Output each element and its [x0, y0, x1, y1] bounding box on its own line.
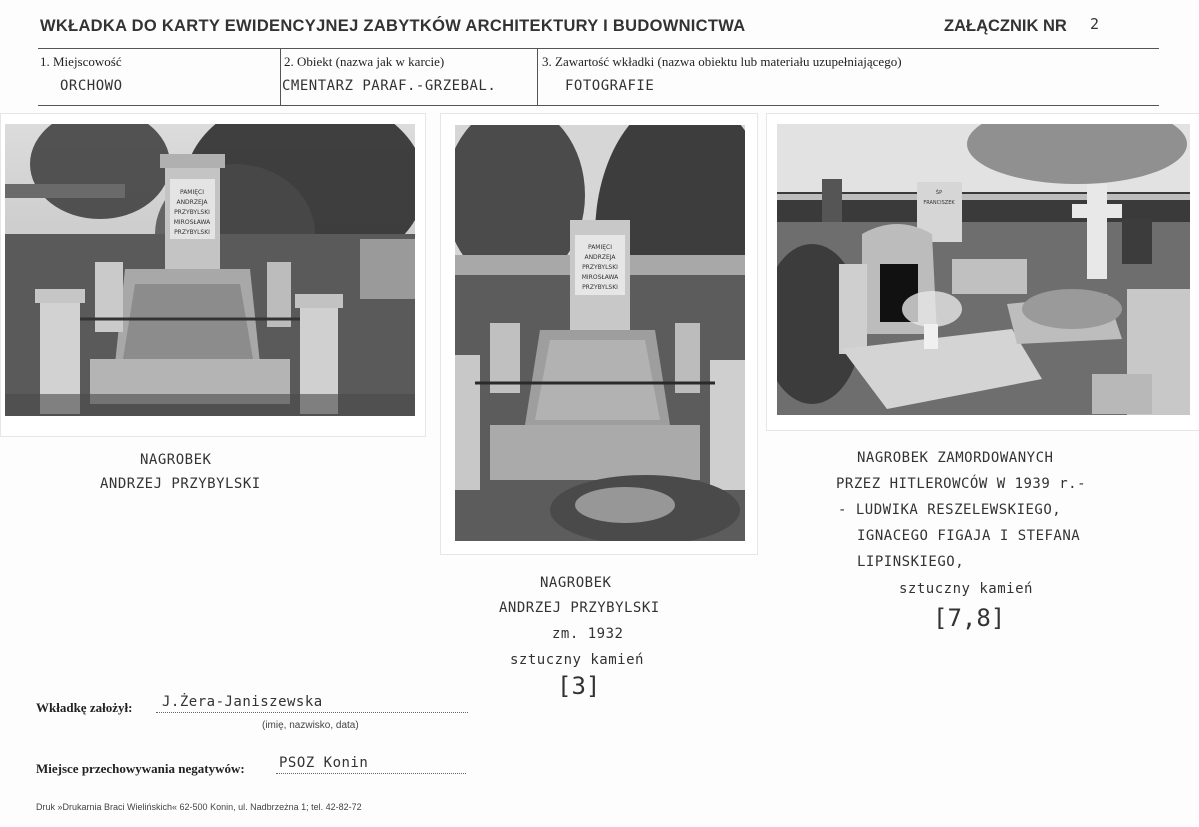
photo-3-caption-line: sztuczny kamień	[899, 581, 1033, 597]
inscription-line: MIROSŁAWA	[581, 274, 619, 281]
storage-value: PSOZ Konin	[279, 755, 369, 771]
founded-label: Wkładkę założył:	[36, 700, 133, 715]
photo-3-reference: [7,8]	[933, 604, 1006, 632]
photo-2-caption-line: sztuczny kamień	[510, 652, 644, 668]
photo-2-reference: [3]	[557, 672, 601, 700]
photo-1-caption-line: ANDRZEJ PRZYBYLSKI	[100, 476, 261, 492]
photo-3-caption-line: PRZEZ HITLEROWCÓW W 1939 r.-	[836, 476, 1087, 492]
photo-1-caption-line: NAGROBEK	[140, 452, 212, 468]
inscription-line: PRZYBYLSKI	[174, 229, 210, 236]
inscription-line: PRZYBYLSKI	[582, 264, 618, 271]
printer-imprint: Druk »Drukarnia Braci Wielińskich« 62-500 Konin, ul. Nadbrzeżna 1; tel. 42-82-72	[36, 802, 362, 812]
object-label: 2. Obiekt (nazwa jak w karcie)	[284, 54, 445, 69]
storage-dotted-line	[276, 773, 466, 774]
locality-value: ORCHOWO	[60, 78, 123, 94]
founded-dotted-line	[156, 712, 468, 713]
founded-hint: (imię, nazwisko, data)	[262, 720, 359, 731]
inscription-line: PAMIĘCI	[587, 244, 613, 251]
photo-gravestone-2	[455, 125, 745, 541]
inscription-line: PRZYBYLSKI	[582, 284, 618, 291]
inscription-line: ANDRZEJA	[176, 199, 208, 206]
inscription-line: ANDRZEJA	[584, 254, 616, 261]
field-divider-2	[537, 49, 538, 105]
founded-value: J.Żera-Janiszewska	[162, 694, 323, 710]
inscription-line: MIROSŁAWA	[173, 219, 211, 226]
contents-value: FOTOGRAFIE	[565, 78, 655, 94]
fields-rule	[38, 105, 1159, 106]
inscription-line: FRANCISZEK	[923, 200, 955, 206]
contents-label: 3. Zawartość wkładki (nazwa obiektu lub materiału uzupełniającego)	[542, 54, 902, 69]
storage-label: Miejsce przechowywania negatywów:	[36, 761, 245, 776]
photo-3-caption-line: LIPINSKIEGO,	[857, 554, 965, 570]
photo-gravestone-1	[5, 124, 415, 416]
annex-number: 2	[1090, 15, 1100, 33]
locality-label: 1. Miejscowość	[40, 54, 122, 69]
field-divider-1	[280, 49, 281, 105]
photo-gravestone-3	[777, 124, 1190, 415]
photo-3-caption-line: NAGROBEK ZAMORDOWANYCH	[857, 450, 1054, 466]
object-value: CMENTARZ PARAF.-GRZEBAL.	[282, 78, 497, 94]
form-title: WKŁADKA DO KARTY EWIDENCYJNEJ ZABYTKÓW ARCHITEKTURY I BUDOWNICTWA	[40, 17, 746, 35]
photo-3-caption-line: - LUDWIKA RESZELEWSKIEGO,	[838, 502, 1062, 518]
inscription-line: PAMIĘCI	[179, 189, 205, 196]
header-rule	[38, 48, 1159, 49]
photo-2-caption-line: NAGROBEK	[540, 575, 612, 591]
photo-2-caption-line: ANDRZEJ PRZYBYLSKI	[499, 600, 660, 616]
photo-2-caption-line: zm. 1932	[552, 626, 624, 642]
inscription-line: ŚP	[935, 190, 943, 196]
inscription-line: PRZYBYLSKI	[174, 209, 210, 216]
photo-3-caption-line: IGNACEGO FIGAJA I STEFANA	[857, 528, 1081, 544]
annex-label: ZAŁĄCZNIK NR	[944, 17, 1067, 35]
